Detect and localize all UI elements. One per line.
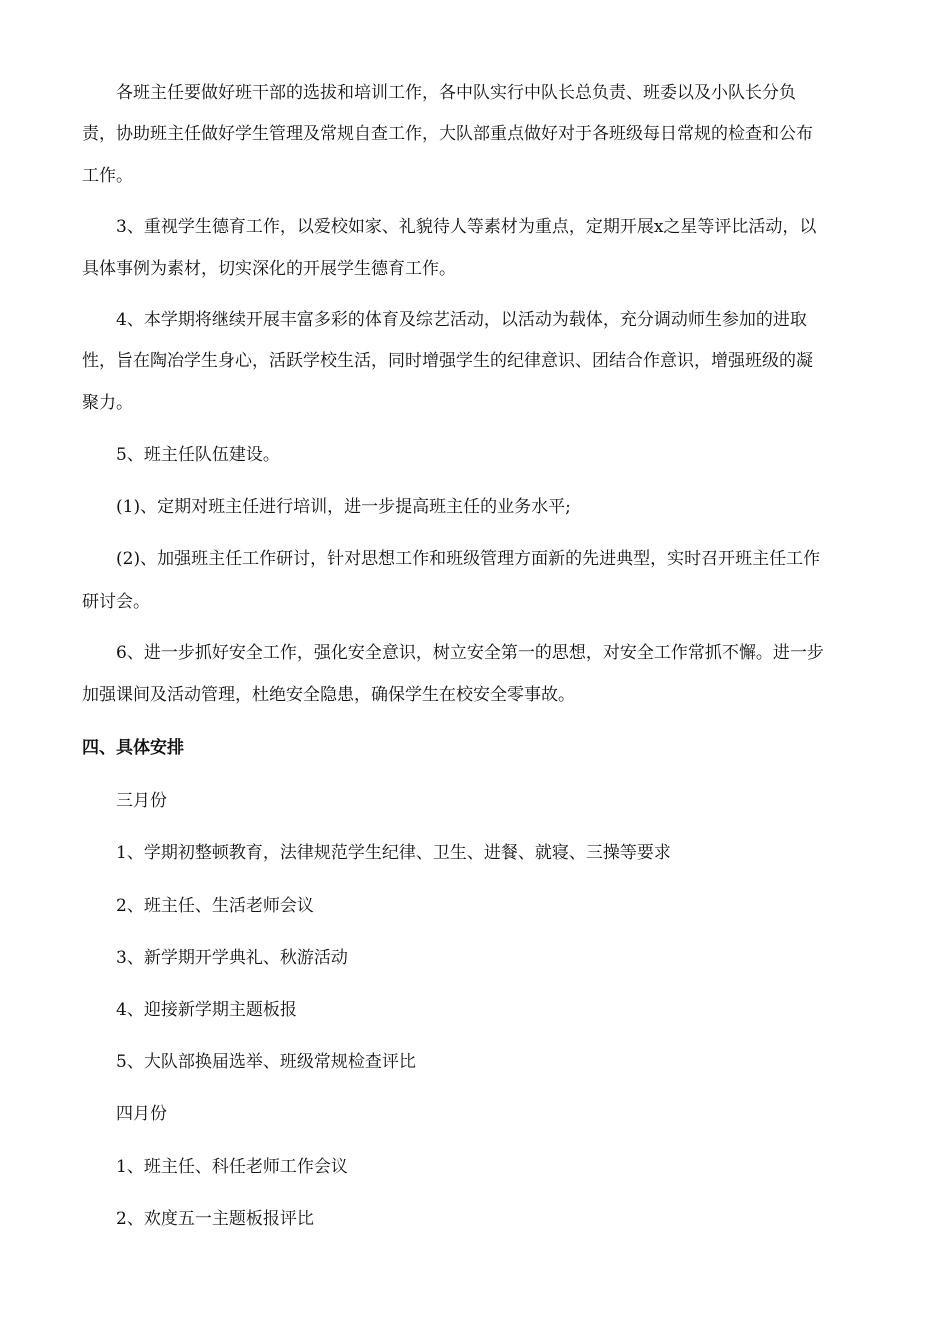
paragraph-line: 具体事例为素材，切实深化的开展学生德育工作。	[82, 259, 456, 279]
paragraph-line: 4、本学期将继续开展丰富多彩的体育及综艺活动，以活动为载体，充分调动师生参加的进取	[116, 310, 807, 330]
list-item: 5、大队部换届选举、班级常规检查评比	[116, 1052, 416, 1072]
paragraph-line: 6、进一步抓好安全工作，强化安全意识，树立安全第一的思想，对安全工作常抓不懈。进一步	[116, 643, 824, 663]
paragraph-line: 各班主任要做好班干部的选拔和培训工作，各中队实行中队长总负责、班委以及小队长分负	[116, 83, 796, 103]
list-item: 2、班主任、生活老师会议	[116, 896, 314, 916]
paragraph-line: 5、班主任队伍建设。	[116, 445, 280, 465]
list-item: 3、新学期开学典礼、秋游活动	[116, 948, 348, 968]
month-title-april: 四月份	[116, 1104, 167, 1124]
paragraph-line: 聚力。	[82, 393, 133, 413]
list-item: 2、欢度五一主题板报评比	[116, 1209, 314, 1229]
paragraph-line: 3、重视学生德育工作，以爱校如家、礼貌待人等素材为重点，定期开展x之星等评比活动，以	[116, 217, 817, 237]
list-item: 4、迎接新学期主题板报	[116, 1000, 297, 1020]
paragraph-line: 性，旨在陶冶学生身心，活跃学校生活，同时增强学生的纪律意识、团结合作意识，增强班级的凝	[82, 351, 813, 371]
list-item: 1、班主任、科任老师工作会议	[116, 1157, 348, 1177]
section-heading: 四、具体安排	[82, 738, 184, 758]
paragraph-line: (2)、加强班主任工作研讨，针对思想工作和班级管理方面新的先进典型，实时召开班主任工作	[116, 549, 821, 569]
month-title-march: 三月份	[116, 791, 167, 811]
paragraph-line: 工作。	[82, 166, 133, 186]
paragraph-line: 责，协助班主任做好学生管理及常规自查工作，大队部重点做好对于各班级每日常规的检查和公布	[82, 124, 813, 144]
paragraph-line: 加强课间及活动管理，杜绝安全隐患，确保学生在校安全零事故。	[82, 685, 575, 705]
paragraph-line: (1)、定期对班主任进行培训，进一步提高班主任的业务水平;	[116, 497, 571, 517]
list-item: 1、学期初整顿教育，法律规范学生纪律、卫生、进餐、就寝、三操等要求	[116, 843, 671, 863]
paragraph-line: 研讨会。	[82, 592, 150, 612]
